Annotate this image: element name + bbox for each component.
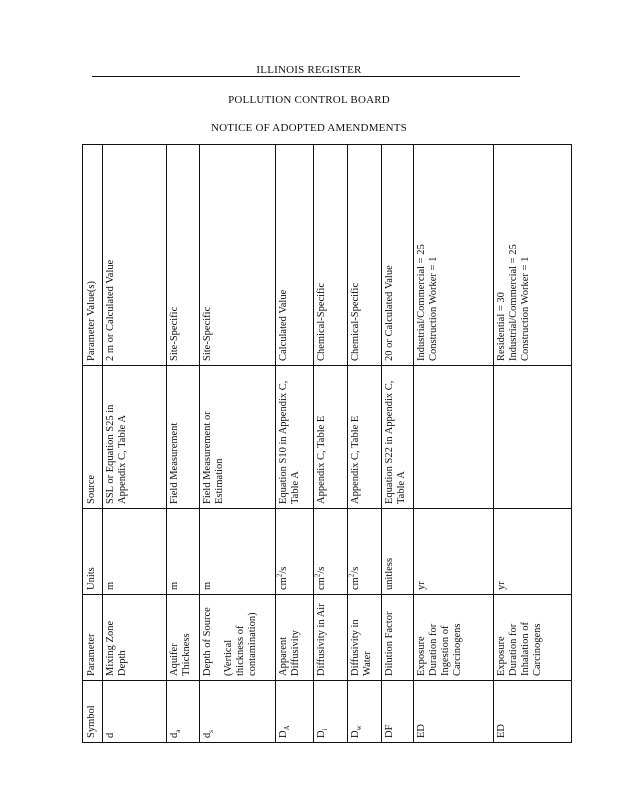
board-title: POLLUTION CONTROL BOARD	[228, 94, 390, 106]
value-line: Residential = 30	[496, 292, 507, 361]
units-text: cm	[350, 577, 361, 590]
header-rule	[92, 76, 520, 77]
units-cell: m	[200, 509, 276, 595]
symbol-text: D	[350, 730, 361, 738]
source-cell: Equation S22 in Appendix C, Table A	[382, 366, 414, 509]
units-tail: /s	[316, 566, 327, 574]
symbol-subscript: w	[355, 725, 364, 731]
column-header-units: Units	[83, 509, 103, 595]
parameter-cell: Diffusivity in Water	[348, 595, 382, 681]
value-cell: 20 or Calculated Value	[382, 145, 414, 366]
parameter-table-wrapper	[82, 145, 543, 743]
parameter-note: (Vertical thickness of contamination)	[223, 612, 258, 676]
table-header-row	[83, 145, 103, 743]
units-text: cm	[316, 577, 327, 590]
source-cell: Appendix C, Table E	[314, 366, 348, 509]
column-header-symbol: Symbol	[83, 681, 103, 743]
symbol-cell	[276, 681, 314, 743]
units-cell: m	[103, 509, 167, 595]
value-cell: Chemical-Specific	[314, 145, 348, 366]
source-cell	[414, 366, 494, 509]
parameter-cell: Exposure Duration for Ingestion of Carcinogens	[414, 595, 494, 681]
symbol-cell	[167, 681, 200, 743]
symbol-cell	[348, 681, 382, 743]
parameter-cell: Mixing Zone Depth	[103, 595, 167, 681]
register-title: ILLINOIS REGISTER	[256, 64, 362, 76]
units-cell: yr	[494, 509, 572, 595]
column-header-value: Parameter Value(s)	[83, 145, 103, 366]
source-cell: Appendix C, Table E	[348, 366, 382, 509]
table-row	[494, 145, 572, 743]
parameter-cell: Apparent Diffusivity	[276, 595, 314, 681]
units-cell: m	[167, 509, 200, 595]
parameter-cell: Diffusivity in Air	[314, 595, 348, 681]
table-row	[276, 145, 314, 743]
parameter-table	[82, 144, 572, 743]
units-superscript: 2	[347, 573, 356, 578]
table-row	[200, 145, 276, 743]
parameter-cell: Aquifer Thickness	[167, 595, 200, 681]
notice-title: NOTICE OF ADOPTED AMENDMENTS	[211, 122, 407, 134]
source-cell: SSL or Equation S25 in Appendix C, Table A	[103, 366, 167, 509]
units-cell	[314, 509, 348, 595]
units-cell	[348, 509, 382, 595]
parameter-cell	[200, 595, 276, 681]
source-cell	[494, 366, 572, 509]
symbol-text: D	[278, 730, 289, 738]
source-cell: Field Measurement	[167, 366, 200, 509]
symbol-subscript: s	[207, 730, 216, 733]
value-cell: Chemical-Specific	[348, 145, 382, 366]
value-cell	[414, 145, 494, 366]
units-superscript: 2	[313, 573, 322, 578]
units-superscript: 2	[275, 573, 284, 578]
symbol-subscript: i	[321, 728, 330, 731]
symbol-cell	[200, 681, 276, 743]
symbol-text: d	[202, 732, 213, 738]
value-cell: Site-Specific	[167, 145, 200, 366]
symbol-cell: ED	[414, 681, 494, 743]
rotated-table-container	[82, 145, 543, 743]
table-row	[414, 145, 494, 743]
units-text: cm	[278, 577, 289, 590]
column-header-source: Source	[83, 366, 103, 509]
units-tail: /s	[278, 566, 289, 574]
symbol-text: d	[105, 732, 116, 738]
units-cell	[276, 509, 314, 595]
value-cell	[494, 145, 572, 366]
source-cell: Equation S10 in Appendix C, Table A	[276, 366, 314, 509]
parameter-cell: Dilution Factor	[382, 595, 414, 681]
units-cell: unitless	[382, 509, 414, 595]
table-row	[314, 145, 348, 743]
table-row	[348, 145, 382, 743]
symbol-cell	[103, 681, 167, 743]
value-line: Construction Worker = 1	[520, 256, 531, 361]
symbol-text: d	[169, 732, 180, 738]
parameter-cell: Exposure Duration for Inhalation of Carcinogens	[494, 595, 572, 681]
table-row	[103, 145, 167, 743]
value-cell: Site-Specific	[200, 145, 276, 366]
symbol-text: D	[316, 730, 327, 738]
units-tail: /s	[350, 566, 361, 574]
source-cell: Field Measurement or Estimation	[200, 366, 276, 509]
value-cell: Calculated Value	[276, 145, 314, 366]
table-row	[382, 145, 414, 743]
symbol-cell: ED	[494, 681, 572, 743]
units-cell: yr	[414, 509, 494, 595]
symbol-cell	[314, 681, 348, 743]
symbol-subscript: a	[174, 729, 183, 733]
value-line: Industrial/Commercial = 25	[508, 244, 519, 361]
value-cell: 2 m or Calculated Value	[103, 145, 167, 366]
symbol-cell: DF	[382, 681, 414, 743]
column-header-parameter: Parameter	[83, 595, 103, 681]
value-line: Industrial/Commercial = 25	[416, 244, 427, 361]
value-line: Construction Worker = 1	[428, 256, 439, 361]
parameter-text: Depth of Source	[202, 607, 213, 676]
table-row	[167, 145, 200, 743]
symbol-subscript: A	[283, 725, 292, 731]
